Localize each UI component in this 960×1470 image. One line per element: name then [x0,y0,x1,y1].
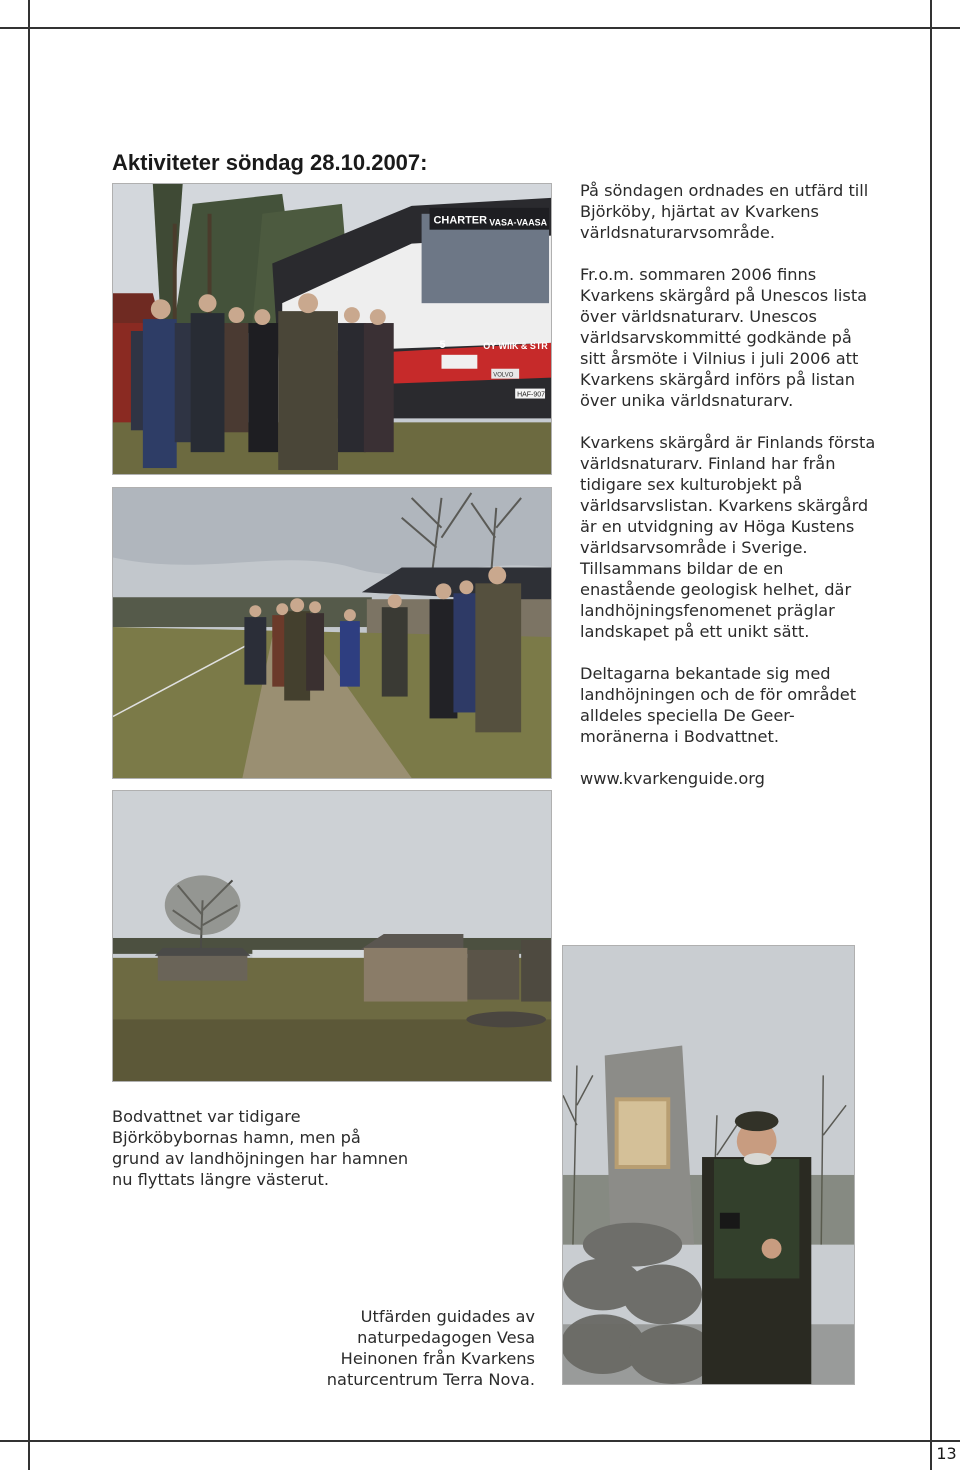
photo-group-boathouses [112,487,552,779]
bus-route-number: 5 [439,338,446,351]
caption-guide: Utfärden guidades av naturpedagogen Vesa Heinonen från Kvarkens naturcentrum Terra Nova. [326,1307,535,1389]
intro-text-column [580,180,880,810]
intro-paragraph-2: Fr.o.m. sommaren 2006 finns Kvarkens skärgård på Unescos lista över världsnaturarv. Unescos världsarvskommitté godkände på sitt årsmöte i Vilnius i juli 2006 att Kvarkens skärgård införs på listan över unika världsnaturarv. [580,265,868,410]
page-title: Aktiviteter söndag 28.10.2007: [112,150,428,175]
caption-bodvattnet: Bodvattnet var tidigare Björköbybornas hamn, men på grund av landhöjningen har hamnen nu flyttats längre västerut. [112,1107,409,1189]
intro-paragraph-1: På söndagen ordnades en utfärd till Björköby, hjärtat av Kvarkens världsnaturarvsområde. [580,181,869,242]
bus-operator-text: OY WIIK & STR [483,340,548,351]
bus-brand: VOLVO [493,372,514,379]
photo-guide-monument [562,945,855,1385]
intro-paragraph-3: Kvarkens skärgård är Finlands första världsnaturarv. Finland har från tidigare sex kulturobjekt på världsarvslistan. Kvarkens skärgård är en utvidgning av Höga Kustens världsarvsområde i Sverige. Tillsammans bildar de en enastående geologisk helhet, där landhöjningsfenomenet präglar landskapet på ett unikt sätt. [580,433,876,641]
intro-paragraph-4: Deltagarna bekantade sig med landhöjningen och de för området alldeles speciella De Geer-moränerna i Bodvattnet. [580,664,857,746]
crop-mark-bottom [0,1440,960,1442]
page-number: 13 [933,1442,960,1466]
bus-plate: HAF-907 [517,391,546,399]
crop-mark-right [930,0,932,1470]
photo-bodvattnet [112,790,552,1082]
crop-mark-left [28,0,30,1470]
bus-sign-route: VASA-VAASA [489,217,548,228]
bus-sign-charter: CHARTER [433,214,488,227]
photo-bus-group [112,183,552,475]
website-link[interactable]: www.kvarkenguide.org [580,769,765,788]
crop-mark-top [0,27,960,29]
